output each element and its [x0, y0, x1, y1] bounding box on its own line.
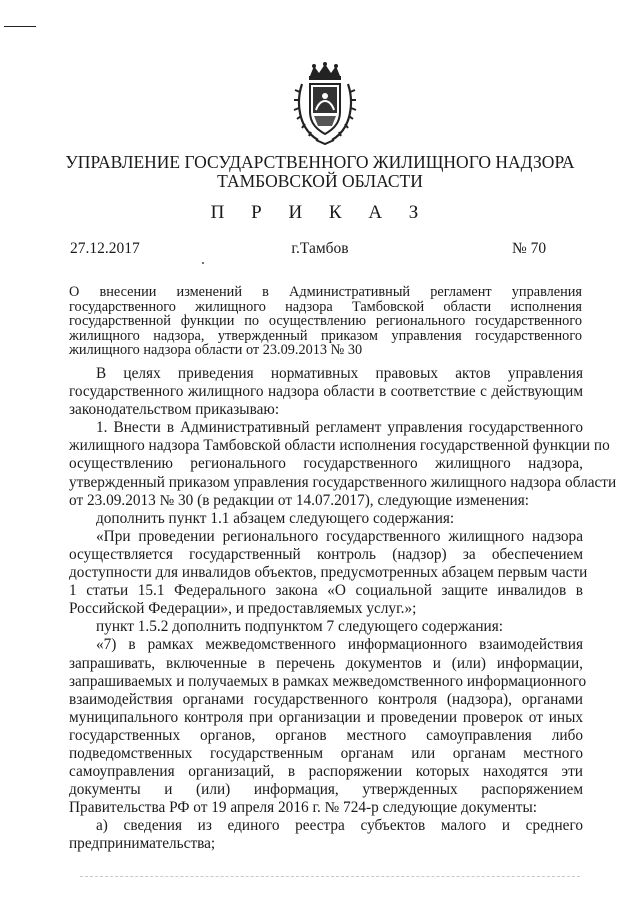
- body-line: взаимодействия органами государственного контроля (надзора), органами: [69, 690, 583, 708]
- body-line: Российской Федерации», и предоставляемых услуг.»;: [69, 600, 417, 618]
- body-line: муниципального контроля при организации и проведении проверок от иных: [69, 708, 583, 726]
- body-line: Правительства РФ от 19 апреля 2016 г. № 724-р следующие документы:: [69, 799, 537, 817]
- body-line: документы и (или) информация, утвержденных распоряжением: [69, 781, 583, 799]
- subject-line: жилищного надзора, утвержденный приказом управления государственного: [69, 327, 582, 344]
- body-line: законодательством приказываю:: [69, 401, 280, 419]
- body-line: а) сведения из единого реестра субъектов малого и среднего: [96, 817, 583, 835]
- body-line: 1. Внести в Административный регламент управления государственного: [96, 419, 583, 437]
- body-line: дополнить пункт 1.1 абзацем следующего содержания:: [96, 509, 455, 527]
- body-line: осуществлению регионального государственного жилищного надзора,: [69, 455, 583, 473]
- order-city: г.Тамбов: [291, 240, 349, 257]
- document-title: П Р И К А З: [210, 202, 430, 223]
- order-number: № 70: [512, 240, 547, 257]
- body-line: жилищного надзора Тамбовской области исполнения государственной функции по: [69, 437, 610, 455]
- body-line: 1 статьи 15.1 Федерального закона «О социальной защите инвалидов в: [69, 582, 583, 600]
- body-line: пункт 1.5.2 дополнить подпунктом 7 следующего содержания:: [96, 618, 504, 636]
- subject-line: государственного жилищного надзора Тамбовской области исполнения: [69, 298, 582, 315]
- organization-name-line2: ТАМБОВСКОЙ ОБЛАСТИ: [217, 171, 423, 191]
- body-line: осуществляется государственный контроль (надзор) за обеспечением: [69, 545, 583, 563]
- coat-of-arms-emblem: [292, 62, 358, 146]
- body-line: В целях приведения нормативных правовых актов управления: [96, 365, 583, 382]
- body-line: самоуправления организаций, в распоряжении которых находятся эти: [69, 763, 583, 781]
- body-line: от 23.09.2013 № 30 (в редакции от 14.07.2017), следующие изменения:: [69, 491, 530, 509]
- body-line: «При проведении регионального государственного жилищного надзора: [96, 527, 583, 545]
- subject-line: государственной функции по осуществлению регионального государственного: [69, 313, 582, 330]
- body-line: запрашивать, включенные в перечень документов и (или) информации,: [69, 654, 583, 672]
- body-line: предпринимательства;: [69, 835, 216, 853]
- body-line: утвержденный приказом управления государственного жилищного надзора области: [69, 473, 617, 491]
- body-line: запрашиваемых и получаемых в рамках межведомственного информационного: [69, 672, 587, 690]
- body-line: государственных органов, органов местного самоуправления либо: [69, 726, 583, 744]
- scan-bottom-edge: [80, 876, 580, 877]
- order-subject: [69, 285, 582, 358]
- body-line: «7) в рамках межведомственного информационного взаимодействия: [96, 636, 583, 654]
- scan-mark: [4, 26, 36, 27]
- body-line: государственного жилищного надзора области в соответствие с действующим: [69, 383, 583, 401]
- order-date: 27.12.2017: [70, 240, 140, 257]
- organization-name-line1: УПРАВЛЕНИЕ ГОСУДАРСТВЕННОГО ЖИЛИЩНОГО НАДЗОРА: [65, 152, 575, 172]
- subject-line: жилищного надзора области от 23.09.2013 № 30: [69, 342, 363, 359]
- subject-line: О внесении изменений в Административный регламент управления: [69, 284, 582, 300]
- order-body: [69, 365, 617, 854]
- body-line: доступности для инвалидов объектов, предусмотренных абзацем первым части: [69, 564, 588, 582]
- body-line: подведомственных государственным органам или органам местного: [69, 744, 583, 762]
- scan-speck: [202, 262, 204, 264]
